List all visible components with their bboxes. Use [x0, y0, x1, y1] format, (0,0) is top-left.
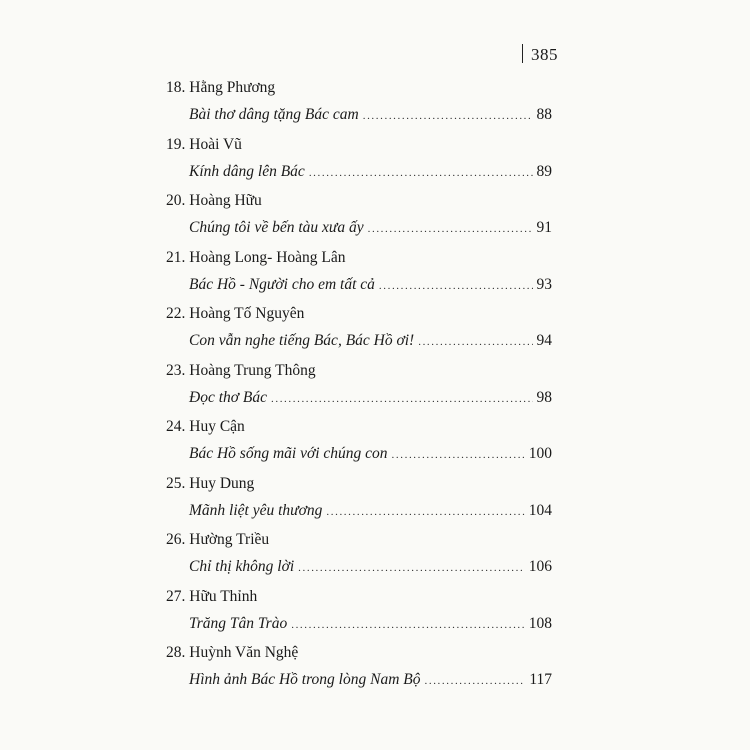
toc-entry — [166, 413, 552, 470]
entry-index: 25. — [166, 474, 186, 492]
entry-index: 22. — [166, 305, 186, 322]
poem-title: Kính dâng lên Bác — [189, 162, 305, 180]
dot-leader — [392, 442, 525, 469]
entry-index: 26. — [166, 531, 186, 548]
poem-title: Chỉ thị không lời — [189, 558, 295, 575]
entry-index: 23. — [166, 361, 186, 379]
toc-author — [166, 131, 552, 158]
poem-title: Mãnh liệt yêu thương — [189, 501, 323, 519]
page-ref: 93 — [536, 275, 552, 293]
toc-author — [166, 470, 552, 497]
entry-index: 20. — [166, 192, 186, 209]
dot-leader — [379, 273, 533, 300]
page-ref: 91 — [536, 219, 552, 236]
poem-title: Hình ảnh Bác Hồ trong lòng Nam Bộ — [189, 671, 421, 688]
author-name: Hữu Thỉnh — [189, 587, 258, 605]
toc-line — [166, 497, 552, 524]
page-ref: 94 — [536, 332, 552, 349]
author-name: Hoài Vũ — [189, 135, 242, 153]
toc-line — [166, 610, 552, 637]
dot-leader — [363, 103, 533, 130]
toc-line — [166, 384, 552, 411]
toc-author — [166, 74, 552, 101]
toc-author — [166, 300, 552, 327]
author-name: Hoàng Hữu — [189, 192, 262, 209]
author-name: Huy Cận — [189, 418, 245, 435]
entry-index: 19. — [166, 135, 186, 153]
poem-title: Chúng tôi về bến tàu xưa ấy — [189, 219, 364, 236]
page-ref: 89 — [536, 162, 552, 180]
dot-leader — [271, 386, 533, 413]
dot-leader — [425, 668, 526, 695]
toc-line — [166, 101, 552, 128]
poem-title: Con vẫn nghe tiếng Bác, Bác Hồ ơi! — [189, 332, 415, 349]
page-ref: 106 — [528, 558, 552, 575]
page-number-divider — [522, 44, 523, 63]
toc-entry — [166, 300, 552, 357]
page-ref: 108 — [528, 614, 552, 632]
poem-title: Bác Hồ - Người cho em tất cả — [189, 275, 375, 293]
page-ref: 117 — [529, 671, 552, 688]
entry-index: 18. — [166, 79, 186, 96]
author-name: Hoàng Trung Thông — [189, 361, 316, 379]
toc-entry — [166, 470, 552, 527]
toc-line — [166, 440, 552, 467]
toc-line — [166, 158, 552, 185]
page-number-text: 385 — [531, 45, 558, 64]
toc-line — [166, 271, 552, 298]
toc-line — [166, 553, 552, 580]
author-name: Huỳnh Văn Nghệ — [189, 644, 299, 661]
dot-leader — [298, 555, 525, 582]
dot-leader — [418, 329, 532, 356]
dot-leader — [368, 216, 533, 243]
page-ref: 100 — [528, 445, 552, 462]
dot-leader — [326, 499, 524, 526]
page-ref: 88 — [536, 106, 552, 123]
toc-author — [166, 583, 552, 610]
page-ref: 98 — [536, 388, 552, 406]
toc-entry — [166, 526, 552, 583]
author-name: Hoàng Long- Hoàng Lân — [189, 248, 346, 266]
toc-entry — [166, 244, 552, 301]
toc-author — [166, 244, 552, 271]
poem-title: Đọc thơ Bác — [189, 388, 267, 406]
author-name: Hường Triều — [189, 531, 270, 548]
page-number — [522, 44, 558, 65]
page-ref: 104 — [528, 501, 552, 519]
poem-title: Bác Hồ sống mãi với chúng con — [189, 445, 388, 462]
toc-entry — [166, 131, 552, 188]
author-name: Hằng Phương — [189, 79, 276, 96]
toc-author — [166, 413, 552, 440]
toc-author — [166, 357, 552, 384]
toc-line — [166, 327, 552, 354]
author-name: Huy Dung — [189, 474, 255, 492]
dot-leader — [291, 612, 525, 639]
toc-entry — [166, 357, 552, 414]
entry-index: 27. — [166, 587, 186, 605]
toc-entry — [166, 74, 552, 131]
toc-entry — [166, 583, 552, 640]
poem-title: Trăng Tân Trào — [189, 614, 288, 632]
toc-author — [166, 526, 552, 553]
toc-line — [166, 666, 552, 693]
toc-line — [166, 214, 552, 241]
toc-author — [166, 187, 552, 214]
dot-leader — [309, 160, 533, 187]
table-of-contents — [166, 74, 552, 696]
entry-index: 21. — [166, 248, 186, 266]
entry-index: 24. — [166, 418, 186, 435]
author-name: Hoàng Tố Nguyên — [189, 305, 305, 322]
toc-author — [166, 639, 552, 666]
toc-entry — [166, 187, 552, 244]
poem-title: Bài thơ dâng tặng Bác cam — [189, 106, 359, 123]
entry-index: 28. — [166, 644, 186, 661]
toc-entry — [166, 639, 552, 696]
